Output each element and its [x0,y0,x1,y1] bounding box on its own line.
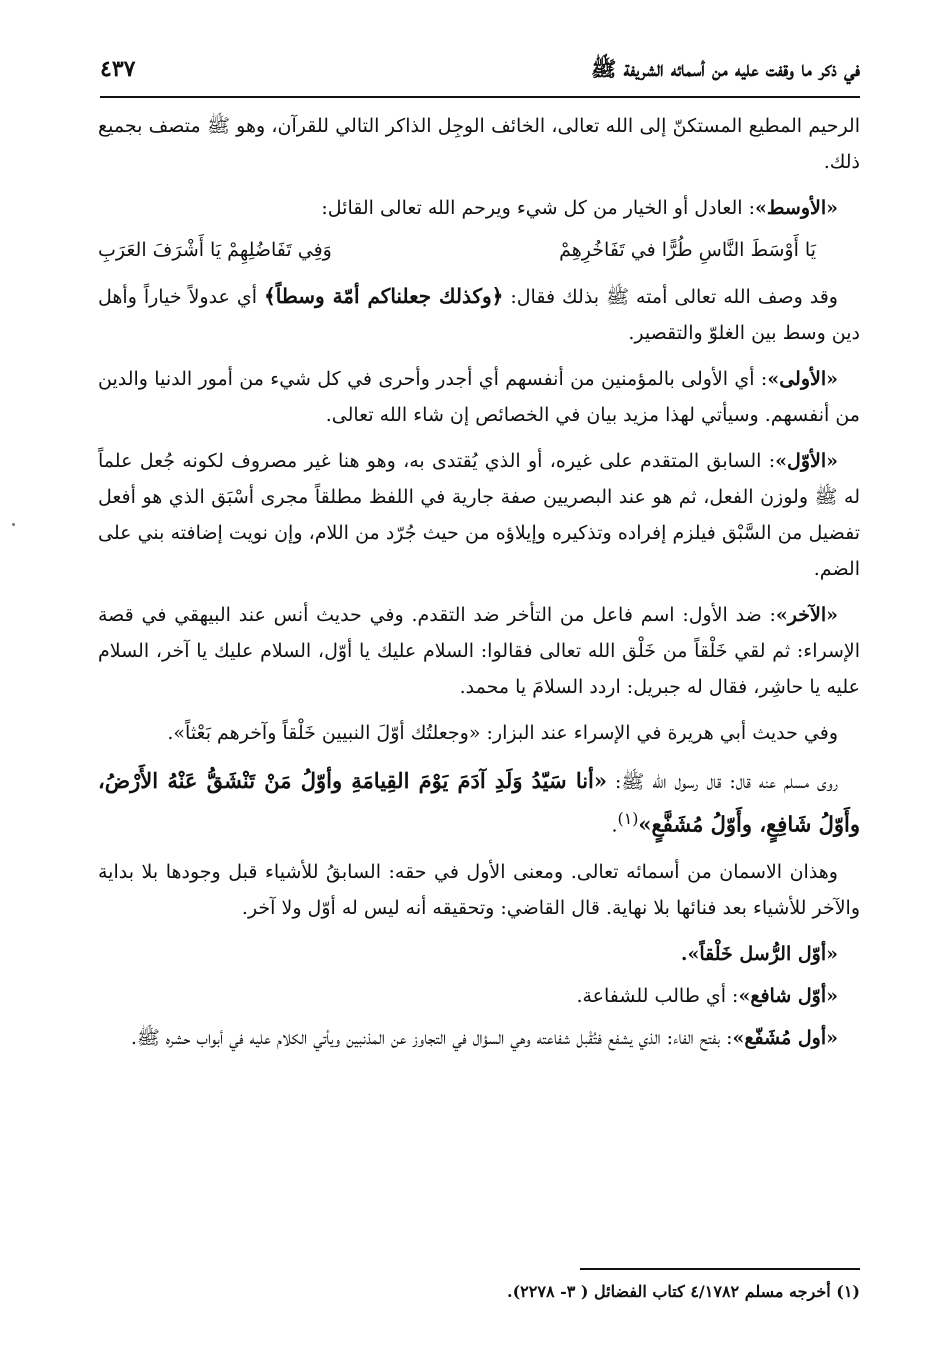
entry-text: : أي طالب للشفاعة. [576,985,739,1008]
entry-first-intercessor [98,978,860,1014]
footnote: (١) أخرجه مسلم ٤/١٧٨٢ كتاب الفضائل ( ٣- ٢٢٧٨). [507,1282,860,1301]
paragraph-text: وفي حديث أبي هريرة في الإسراء عند البزار: «وجعلتُك أوّلَ النبيين خَلْقاً وآخرهم بَعْثاً». [167,722,838,744]
entry-term: «الأولى» [767,368,838,390]
entry-text: : العادل أو الخيار من كل شيء ويرحم الله تعالى القائل: [321,197,755,219]
entry-term: «أوّل شافع» [738,985,838,1008]
entry-awwal [98,443,860,587]
entry-term: «أوّل الرُّسل خَلْقاً». [680,943,838,966]
poem-verse [98,232,860,268]
entry-akhir [98,597,860,705]
entry-term: «الأوّل» [775,450,838,472]
footnote-divider [580,1268,860,1270]
paragraph-bazzar-hadith [98,715,860,751]
page-header [100,52,860,96]
paragraph-text: أي عدولاً خياراً وأهل دين وسط بين الغلوّ والتقصير. [98,286,860,344]
paragraph-names-meaning [98,854,860,926]
header-divider [100,96,860,98]
entry-term: «الآخر» [775,604,838,626]
margin-mark [12,523,15,526]
entry-text: : ضد الأول: اسم فاعل من التأخر ضد التقدم. وفي حديث أنس عند البيهقي في قصة الإسراء: ثم لقي خَلْقاً من خَلْق الله تعالى فقالوا: السلام عليك يا أوّل، السلام عليك يا آخر، السلام عليه يا حاشِر، فقال له جبريل: اردد السلامَ يا محمد. [98,604,860,698]
entry-term: «أول مُشَفّع» [732,1027,838,1050]
paragraph-intro [98,108,860,180]
entry-first-accepted-intercessor [98,1020,860,1056]
hadith-quote: «أنا سَيّدُ وَلَدِ آدَمَ يَوْمَ القِيامَةِ وأوّلُ مَنْ تَنْشَقُّ عَنْهُ الأَرْضُ، وأَوّلُ شَافِعٍ، وأَوّلُ مُشَفَّعٍ» [98,768,860,837]
paragraph-text: روى مسلم عنه قال: قال رسول الله ﷺ: [607,771,838,793]
paragraph-text: وهذان الاسمان من أسمائه تعالى. ومعنى الأول في حقه: السابقُ للأشياء قبل وجودها بلا بداية والآخر للأشياء بعد فنائها بلا نهاية. قال القاضي: وتحقيقه أنه ليس له أوّل ولا آخر. [98,861,860,920]
entry-first-messenger [98,936,860,972]
entry-text: : السابق المتقدم على غيره، أو الذي يُقتدى به، وهو هنا غير مصروف لكونه جُعل علماً له ﷺ ولوزن الفعل، ثم هو عند البصريين صفة جارية في اللفظ مطلقاً مجرى أسْبَق الذي هو أفعل تفضيل من السَّبْق فيلزم إفراده وتذكيره وإيلاؤه من حيث جُرّد من اللام، وإن نويت إضافته بني على الضم. [98,450,860,580]
verse-second-hemistich: وَفِي تَفَاضُلِهِمْ يَا أَشْرَفَ العَرَبِ [98,239,332,261]
entry-text: : أي الأولى بالمؤمنين من أنفسهم أي أجدر وأحرى في كل شيء من أمور الدنيا والدين من أنفسهم. وسيأتي لهذا مزيد بيان في الخصائص إن شاء الله تعالى. [98,368,860,426]
page-body [98,108,860,1066]
footnote-reference[interactable]: (١) [617,809,639,828]
page-number: ٤٣٧ [100,56,136,82]
entry-awla [98,361,860,433]
entry-term: «الأوسط» [755,197,838,219]
paragraph-wasat-verse [98,278,860,351]
entry-awsat [98,190,860,226]
verse-first-hemistich: يَا أَوْسَطَ النَّاسِ طُرًّا في تَفَاخُرِهِمْ [559,239,816,261]
quran-quote: ﴿وكذلك جعلناكم أمّة وسطاً﴾ [264,284,504,308]
entry-text: : بفتح الفاء: الذي يشفع فتُقْبل شفاعته وهي السؤال في التجاوز عن المذنبين ويأتي الكلام عليه في أبواب حشره ﷺ. [130,1027,733,1050]
paragraph-text: وقد وصف الله تعالى أمته ﷺ بذلك فقال: [503,286,838,308]
running-title: في ذكر ما وقفت عليه من أسمائه الشريفة ﷺ [590,56,860,81]
paragraph-muslim-hadith: روى مسلم عنه قال: قال رسول الله ﷺ: «أنا سَيّدُ وَلَدِ آدَمَ يَوْمَ القِيامَةِ وأوّلُ مَنْ تَنْشَقُّ عَنْهُ الأَرْضُ، وأَوّلُ شَافِعٍ، وأَوّلُ مُشَفَّعٍ»$^{(١)}$. [98,768,860,837]
paragraph-text: الرحيم المطيع المستكنّ إلى الله تعالى، الخائف الوجِل الذاكر التالي للقرآن، وهو ﷺ متصف بجميع ذلك. [98,115,860,173]
